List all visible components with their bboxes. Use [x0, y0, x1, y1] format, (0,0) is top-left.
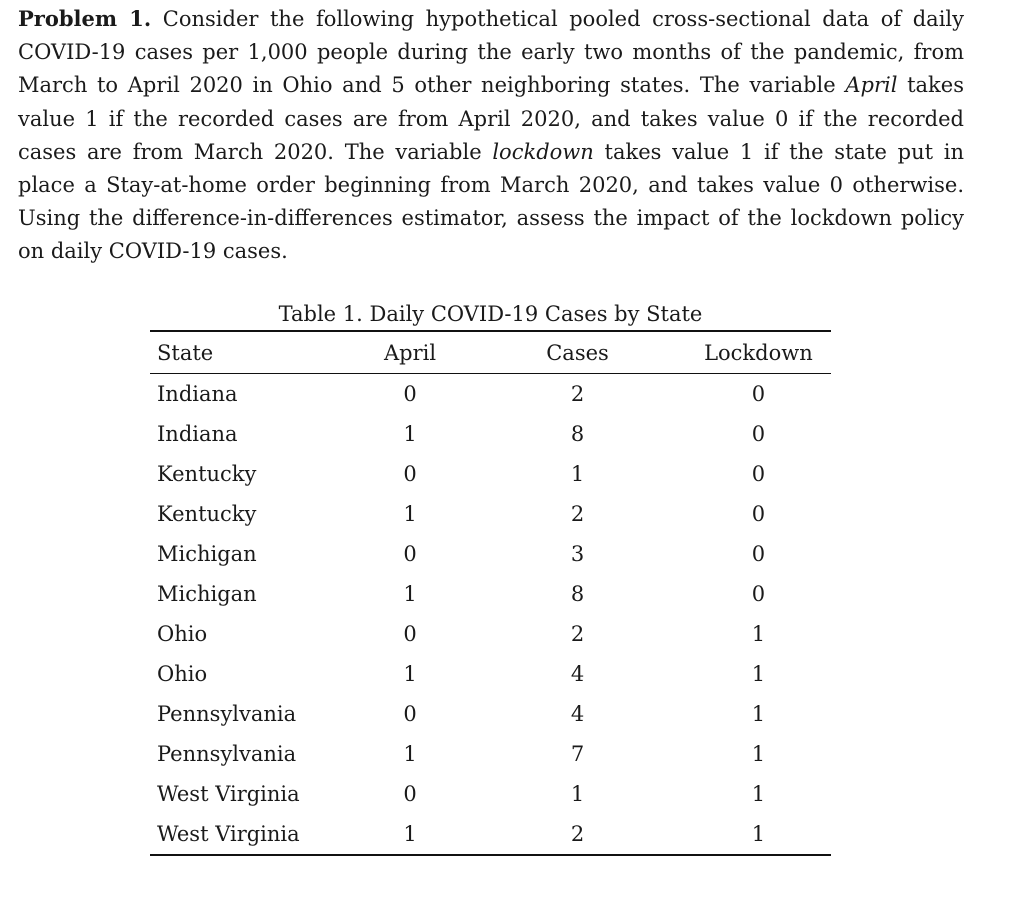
- table-row: [150, 734, 831, 774]
- header-state: State: [157, 340, 214, 365]
- cell-april: 1: [403, 582, 417, 606]
- problem-text-part-1: Consider the following hypothetical pooled cross-sectional data of daily COVID-19 cases per 1,000 people during the early two months of the pandemic, from March to April 2020 in Ohio and 5 other neighboring states. The variable: [18, 7, 965, 98]
- table-row: [150, 414, 831, 454]
- problem-text-part-2: takes value 1 if the recorded cases are from April 2020, and takes value 0 if the recorded cases are from March 2020. The variable: [18, 73, 964, 164]
- cell-lockdown: 0: [751, 382, 766, 406]
- cell-cases: 8: [570, 422, 585, 446]
- table-row: [150, 694, 831, 734]
- cell-lockdown: 1: [751, 702, 766, 726]
- table-row: [150, 454, 831, 494]
- cell-state: West Virginia: [157, 822, 300, 846]
- cell-state: Michigan: [157, 542, 257, 566]
- table-caption: Table 1. Daily COVID-19 Cases by State: [278, 302, 703, 326]
- cell-april: 0: [403, 702, 417, 726]
- cell-state: Ohio: [157, 662, 208, 686]
- cell-april: 0: [403, 542, 417, 566]
- cell-cases: 2: [570, 382, 585, 406]
- table-row: [150, 494, 831, 534]
- problem-text-part-3: takes value 1 if the state put in place a Stay-at-home order beginning from March 2020, and takes value 0 otherwise. Using the difference-in-differences estimator, assess the impact of the lockdown policy on daily COVID-19 cases.: [18, 139, 964, 264]
- cell-state: Kentucky: [157, 502, 257, 526]
- cell-lockdown: 1: [751, 622, 766, 646]
- cell-lockdown: 0: [751, 542, 766, 566]
- cell-lockdown: 1: [751, 822, 766, 846]
- table-container: [150, 298, 831, 856]
- cell-state: Ohio: [157, 622, 208, 646]
- table-row: [150, 614, 831, 654]
- header-lockdown: Lockdown: [704, 340, 813, 365]
- cell-state: Michigan: [157, 582, 257, 606]
- cell-april: 0: [403, 382, 417, 406]
- cell-cases: 8: [570, 582, 585, 606]
- cell-cases: 2: [570, 822, 585, 846]
- table-row: [150, 574, 831, 614]
- cell-state: Indiana: [157, 422, 238, 446]
- cell-lockdown: 0: [751, 422, 766, 446]
- header-cases: Cases: [546, 340, 609, 365]
- cell-april: 0: [403, 782, 417, 806]
- cell-lockdown: 0: [751, 462, 766, 486]
- table-body: [150, 374, 831, 856]
- cell-cases: 4: [570, 702, 585, 726]
- cell-cases: 7: [570, 742, 585, 766]
- cell-state: Pennsylvania: [157, 702, 297, 726]
- cell-state: Pennsylvania: [157, 742, 297, 766]
- cell-april: 1: [403, 822, 417, 846]
- table-row: [150, 814, 831, 855]
- cell-april: 0: [403, 462, 417, 486]
- problem-statement: [18, 2, 964, 269]
- cell-april: 1: [403, 742, 417, 766]
- cell-cases: 4: [570, 662, 585, 686]
- table-header-row: [150, 331, 831, 374]
- cell-cases: 2: [570, 622, 585, 646]
- variable-lockdown: lockdown: [492, 139, 594, 164]
- covid-cases-table: [150, 330, 831, 856]
- cell-april: 0: [403, 622, 417, 646]
- cell-april: 1: [403, 662, 417, 686]
- cell-lockdown: 1: [751, 662, 766, 686]
- cell-lockdown: 0: [751, 502, 766, 526]
- table-row: [150, 534, 831, 574]
- variable-april: April: [845, 73, 898, 98]
- cell-cases: 3: [570, 542, 585, 566]
- cell-state: Kentucky: [157, 462, 257, 486]
- cell-state: Indiana: [157, 382, 238, 406]
- cell-cases: 1: [570, 782, 585, 806]
- header-april: April: [383, 340, 437, 365]
- table-row: [150, 774, 831, 814]
- cell-april: 1: [403, 422, 417, 446]
- problem-label: Problem 1.: [18, 6, 152, 31]
- cell-cases: 2: [570, 502, 585, 526]
- cell-state: West Virginia: [157, 782, 300, 806]
- cell-april: 1: [403, 502, 417, 526]
- table-row: [150, 654, 831, 694]
- table-row: [150, 374, 831, 415]
- cell-lockdown: 1: [751, 782, 766, 806]
- cell-cases: 1: [570, 462, 585, 486]
- cell-lockdown: 1: [751, 742, 766, 766]
- cell-lockdown: 0: [751, 582, 766, 606]
